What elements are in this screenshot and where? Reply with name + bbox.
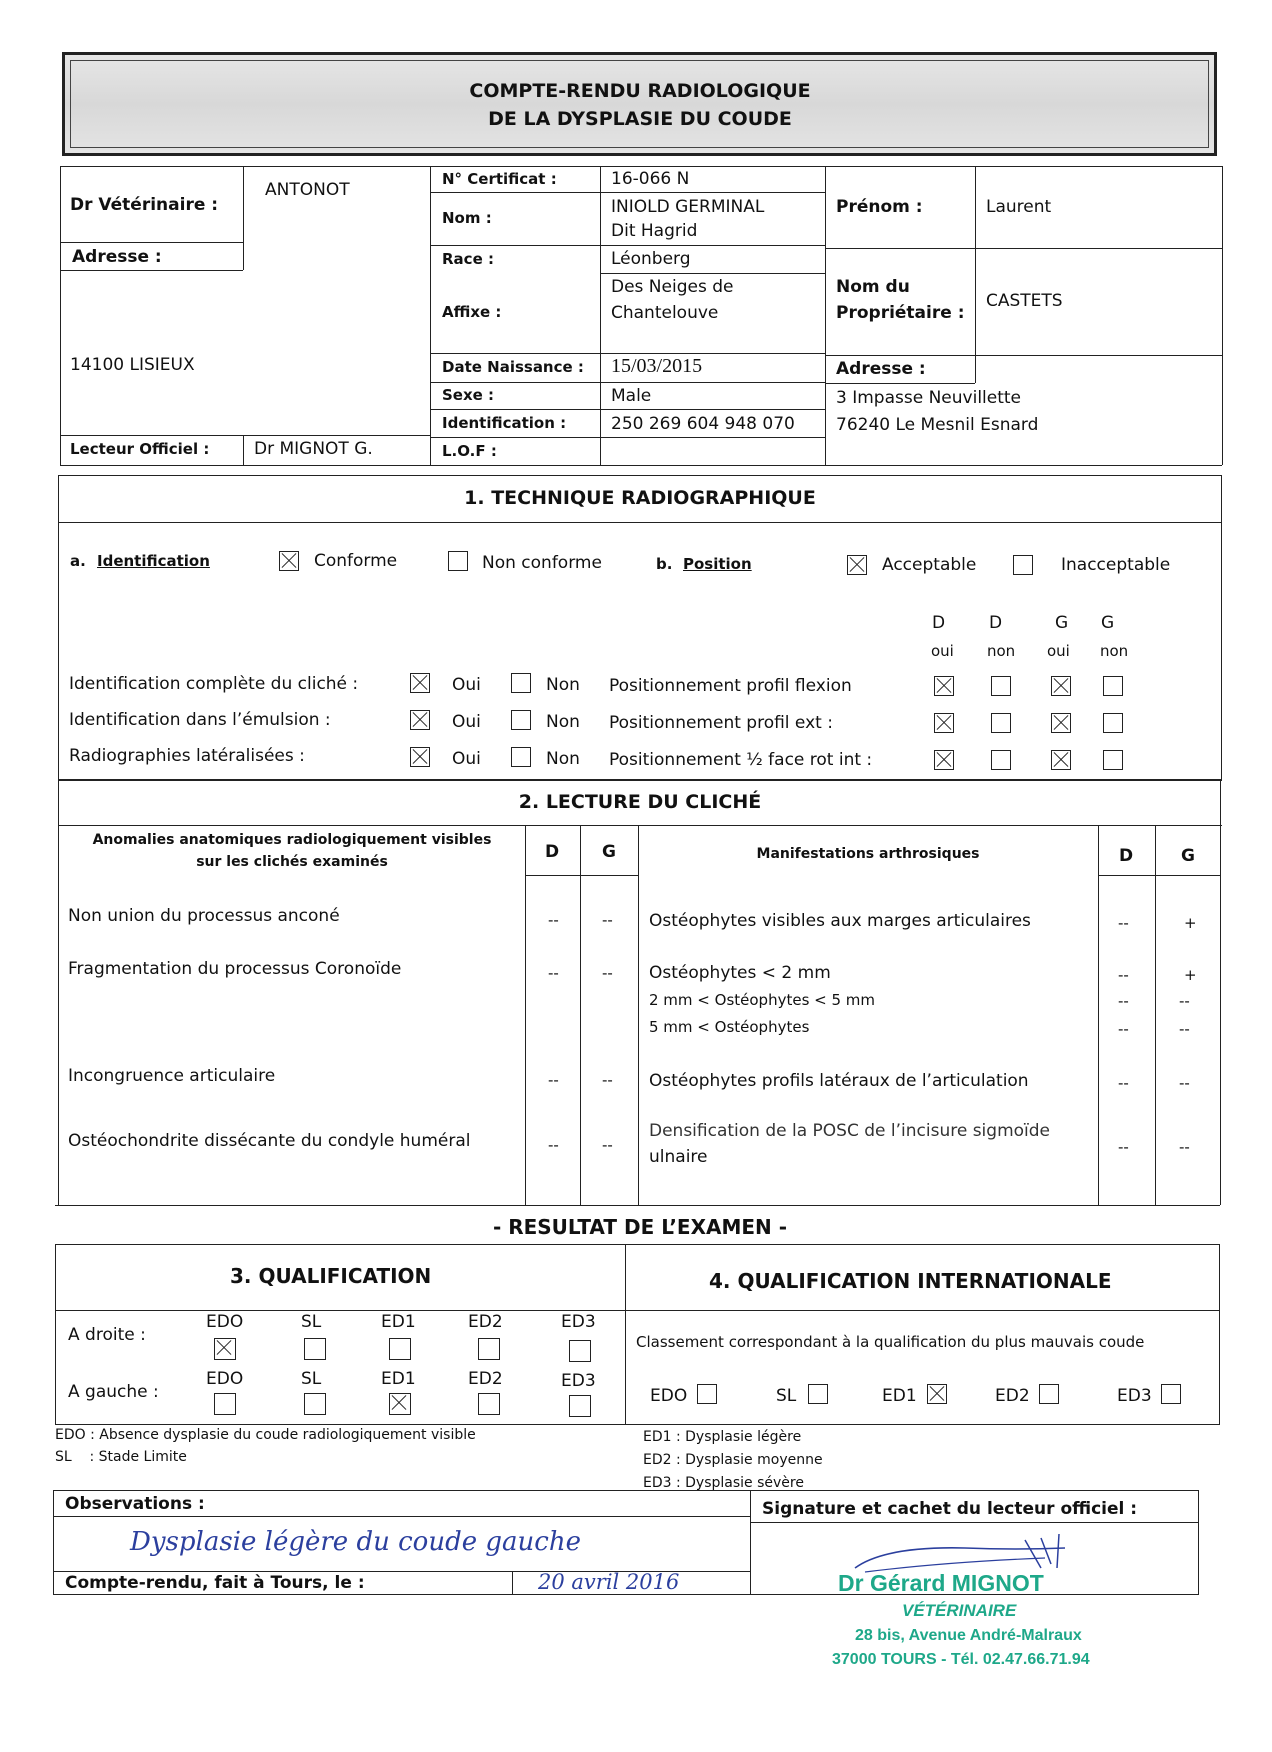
tech-non-label: Non [546, 749, 580, 769]
col-header-side: D [932, 613, 946, 633]
tech-left-row-label: Identification complète du cliché : [69, 674, 359, 694]
intl-ed2-checkbox[interactable] [1039, 1384, 1059, 1404]
pos-d-oui-checkbox[interactable] [934, 713, 954, 733]
col-header-side: G [1101, 613, 1115, 633]
owner-label-1: Nom du [836, 277, 910, 297]
droite-label: A droite : [68, 1325, 146, 1345]
gauche-sl-checkbox[interactable] [304, 1393, 326, 1415]
anomaly-row-d: -- [548, 1136, 559, 1154]
intl-sl-checkbox[interactable] [808, 1384, 828, 1404]
owner-address-1: 3 Impasse Neuvillette [836, 388, 1022, 408]
vet-address-value: 14100 LISIEUX [70, 355, 195, 375]
observations-label: Observations : [65, 1494, 205, 1514]
non-conforme-checkbox[interactable] [448, 551, 468, 571]
grade-label-sl: SL [301, 1369, 322, 1389]
identification-value: 250 269 604 948 070 [611, 414, 795, 434]
tech-oui-checkbox[interactable] [410, 747, 430, 767]
grade-label-ed2: ED2 [468, 1312, 503, 1332]
pos-d-non-checkbox[interactable] [991, 713, 1011, 733]
pos-g-oui-checkbox[interactable] [1051, 713, 1071, 733]
pos-d-non-checkbox[interactable] [991, 676, 1011, 696]
acceptable-label: Acceptable [882, 555, 977, 575]
anomaly-row-d: -- [548, 964, 559, 982]
arthrosis-row-d: -- [1118, 1074, 1129, 1092]
arthrosis-row-g: -- [1179, 1138, 1190, 1156]
owner-address-2: 76240 Le Mesnil Esnard [836, 415, 1039, 435]
tech-right-row-label: Positionnement ½ face rot int : [609, 750, 873, 770]
arthrosis-row-d: -- [1118, 1138, 1129, 1156]
pos-g-non-checkbox[interactable] [1103, 750, 1123, 770]
droite-edo-checkbox[interactable] [214, 1338, 236, 1360]
lecture-left-d-header: D [545, 842, 560, 862]
resultat-heading: - RESULTAT DE L’EXAMEN - [492, 1215, 788, 1239]
arthrosis-row-label: Ostéophytes < 2 mm [649, 963, 831, 983]
grade-label-edo: EDO [206, 1369, 244, 1389]
report-label: Compte-rendu, fait à Tours, le : [65, 1573, 365, 1593]
grade-label-sl: SL [301, 1312, 322, 1332]
intl-ed3-checkbox[interactable] [1161, 1384, 1181, 1404]
name-value-2: Dit Hagrid [611, 221, 698, 241]
droite-ed3-checkbox[interactable] [569, 1340, 591, 1362]
identification-prefix: a. [70, 552, 86, 570]
legend-sl: SL : Stade Limite [55, 1449, 187, 1465]
pos-g-oui-checkbox[interactable] [1051, 750, 1071, 770]
stamp-name: Dr Gérard MIGNOT [838, 1570, 1044, 1596]
anomaly-row-d: -- [548, 1071, 559, 1089]
anomalies-header-1: Anomalies anatomiques radiologiquement visibles [92, 832, 492, 848]
pos-g-oui-checkbox[interactable] [1051, 676, 1071, 696]
vet-address-label: Adresse : [72, 247, 162, 267]
name-value-1: INIOLD GERMINAL [611, 197, 765, 217]
arthrosis-row-d: -- [1118, 914, 1129, 932]
race-value: Léonberg [611, 249, 691, 269]
intl-grade-label-sl: SL [776, 1386, 797, 1406]
observations-value: Dysplasie légère du coude gauche [130, 1527, 581, 1557]
lecture-right-d-header: D [1119, 846, 1134, 866]
anomaly-row-g: -- [602, 1136, 613, 1154]
droite-sl-checkbox[interactable] [304, 1338, 326, 1360]
legend-edo: EDO : Absence dysplasie du coude radiologiquement visible [55, 1427, 476, 1443]
pos-d-non-checkbox[interactable] [991, 750, 1011, 770]
grade-label-edo: EDO [206, 1312, 244, 1332]
title-line-2: DE LA DYSPLASIE DU COUDE [488, 108, 792, 130]
owner-address-label: Adresse : [836, 359, 926, 379]
legend-ed3: ED3 : Dysplasie sévère [643, 1475, 804, 1491]
reader-label: Lecteur Officiel : [70, 440, 210, 458]
affixe-value-1: Des Neiges de [611, 277, 734, 297]
arthrosis-row-label: 2 mm < Ostéophytes < 5 mm [649, 991, 876, 1009]
anomaly-row-g: -- [602, 964, 613, 982]
firstname-value: Laurent [986, 197, 1052, 217]
qualification-heading: 3. QUALIFICATION [230, 1264, 432, 1288]
arthrosis-row-d: -- [1118, 992, 1129, 1010]
anomaly-row-d: -- [548, 911, 559, 929]
intl-ed1-checkbox[interactable] [927, 1384, 947, 1404]
legend-ed2: ED2 : Dysplasie moyenne [643, 1452, 823, 1468]
affixe-value-2: Chantelouve [611, 303, 719, 323]
vet-label: Dr Vétérinaire : [70, 195, 219, 215]
conforme-label: Conforme [314, 551, 398, 571]
intl-edo-checkbox[interactable] [697, 1384, 717, 1404]
owner-label-2: Propriétaire : [836, 303, 965, 323]
race-label: Race : [442, 250, 494, 268]
cert-label: N° Certificat : [442, 170, 557, 188]
technique-section [58, 475, 1222, 780]
anomaly-row-g: -- [602, 1071, 613, 1089]
sex-value: Male [611, 386, 652, 406]
gauche-edo-checkbox[interactable] [214, 1393, 236, 1415]
identification-label: Identification : [442, 414, 567, 432]
col-header-side: G [1055, 613, 1069, 633]
col-header-answer: oui [1047, 642, 1070, 660]
col-header-answer: non [987, 642, 1016, 660]
grade-label-ed3: ED3 [561, 1312, 596, 1332]
vet-value: ANTONOT [265, 180, 350, 200]
intl-grade-label-ed3: ED3 [1117, 1386, 1152, 1406]
arthrosis-row-g: + [1184, 966, 1197, 984]
cert-value: 16-066 N [611, 169, 690, 189]
tech-oui-checkbox[interactable] [410, 673, 430, 693]
inacceptable-checkbox[interactable] [1013, 555, 1033, 575]
stamp-address: 28 bis, Avenue André-Malraux [855, 1627, 1082, 1644]
intl-grade-label-ed1: ED1 [882, 1386, 917, 1406]
lecture-right-g-header: G [1181, 846, 1195, 866]
tech-non-checkbox[interactable] [511, 747, 531, 767]
grade-label-ed1: ED1 [381, 1312, 416, 1332]
anomaly-row-g: -- [602, 911, 613, 929]
affixe-label: Affixe : [442, 303, 502, 321]
position-heading: Position [683, 555, 752, 573]
arthrosis-row-g: -- [1179, 992, 1190, 1010]
col-header-side: D [989, 613, 1003, 633]
intl-grade-label-edo: EDO [650, 1386, 688, 1406]
intl-qualification-heading: 4. QUALIFICATION INTERNATIONALE [709, 1269, 1112, 1293]
intl-text: Classement correspondant à la qualification du plus mauvais coude [636, 1333, 1145, 1351]
pos-g-non-checkbox[interactable] [1103, 676, 1123, 696]
lecture-heading: 2. LECTURE DU CLICHÉ [518, 791, 762, 813]
gauche-ed3-checkbox[interactable] [569, 1395, 591, 1417]
arthrosis-row-g: -- [1179, 1020, 1190, 1038]
arthrosis-row-d: -- [1118, 966, 1129, 984]
pos-d-oui-checkbox[interactable] [934, 750, 954, 770]
legend-ed1: ED1 : Dysplasie légère [643, 1429, 802, 1445]
owner-value: CASTETS [986, 291, 1063, 311]
position-prefix: b. [656, 555, 673, 573]
grade-label-ed1: ED1 [381, 1369, 416, 1389]
tech-right-row-label: Positionnement profil ext : [609, 713, 833, 733]
acceptable-checkbox[interactable] [847, 555, 867, 575]
firstname-label: Prénom : [836, 197, 923, 217]
anomaly-row-label: Fragmentation du processus Coronoïde [68, 959, 402, 979]
col-header-answer: oui [931, 642, 954, 660]
anomaly-row-label: Non union du processus anconé [68, 906, 340, 926]
grade-label-ed3: ED3 [561, 1371, 596, 1391]
reader-value: Dr MIGNOT G. [254, 439, 373, 459]
report-date: 20 avril 2016 [538, 1570, 680, 1594]
tech-left-row-label: Identification dans l’émulsion : [69, 710, 331, 730]
arthrosis-row-label: Densification de la POSC de l’incisure sigmoïde [649, 1121, 1051, 1141]
tech-non-label: Non [546, 712, 580, 732]
identification-heading: Identification [97, 552, 210, 570]
lecture-left-g-header: G [602, 842, 616, 862]
birth-value: 15/03/2015 [611, 355, 703, 377]
technique-heading: 1. TECHNIQUE RADIOGRAPHIQUE [464, 487, 816, 509]
gauche-ed2-checkbox[interactable] [478, 1393, 500, 1415]
anomaly-row-label: Incongruence articulaire [68, 1066, 276, 1086]
tech-non-checkbox[interactable] [511, 673, 531, 693]
tech-oui-label: Oui [452, 749, 481, 769]
stamp-city: 37000 TOURS - Tél. 02.47.66.71.94 [832, 1651, 1090, 1668]
tech-oui-label: Oui [452, 712, 481, 732]
pos-d-oui-checkbox[interactable] [934, 676, 954, 696]
conforme-checkbox[interactable] [279, 551, 299, 571]
arthrosis-row-g: + [1184, 914, 1197, 932]
tech-non-checkbox[interactable] [511, 710, 531, 730]
tech-oui-label: Oui [452, 675, 481, 695]
arthrosis-row-label-cont: ulnaire [649, 1147, 708, 1167]
tech-left-row-label: Radiographies latéralisées : [69, 746, 305, 766]
pos-g-non-checkbox[interactable] [1103, 713, 1123, 733]
droite-ed2-checkbox[interactable] [478, 1338, 500, 1360]
sex-label: Sexe : [442, 386, 495, 404]
tech-right-row-label: Positionnement profil flexion [609, 676, 852, 696]
name-label: Nom : [442, 209, 492, 227]
arthrosis-row-label: Ostéophytes visibles aux marges articulaires [649, 911, 1031, 931]
tech-non-label: Non [546, 675, 580, 695]
arthrosis-row-g: -- [1179, 1074, 1190, 1092]
title-line-1: COMPTE-RENDU RADIOLOGIQUE [469, 80, 811, 102]
stamp-title: VÉTÉRINAIRE [902, 1601, 1017, 1620]
tech-oui-checkbox[interactable] [410, 710, 430, 730]
arthrosis-row-d: -- [1118, 1020, 1129, 1038]
non-conforme-label: Non conforme [482, 553, 602, 573]
inacceptable-label: Inacceptable [1061, 555, 1171, 575]
title-inner-frame [70, 60, 1209, 148]
col-header-answer: non [1100, 642, 1129, 660]
arthrosis-header: Manifestations arthrosiques [756, 846, 980, 862]
gauche-label: A gauche : [68, 1382, 159, 1402]
arthrosis-row-label: Ostéophytes profils latéraux de l’articulation [649, 1071, 1029, 1091]
intl-grade-label-ed2: ED2 [995, 1386, 1030, 1406]
signature-label: Signature et cachet du lecteur officiel : [762, 1499, 1138, 1519]
birth-label: Date Naissance : [442, 358, 584, 376]
anomalies-header-2: sur les clichés examinés [196, 854, 388, 870]
lof-label: L.O.F : [442, 442, 497, 460]
gauche-ed1-checkbox[interactable] [389, 1393, 411, 1415]
anomaly-row-label: Ostéochondrite dissécante du condyle huméral [68, 1131, 471, 1151]
droite-ed1-checkbox[interactable] [389, 1338, 411, 1360]
arthrosis-row-label: 5 mm < Ostéophytes [649, 1018, 810, 1036]
grade-label-ed2: ED2 [468, 1369, 503, 1389]
